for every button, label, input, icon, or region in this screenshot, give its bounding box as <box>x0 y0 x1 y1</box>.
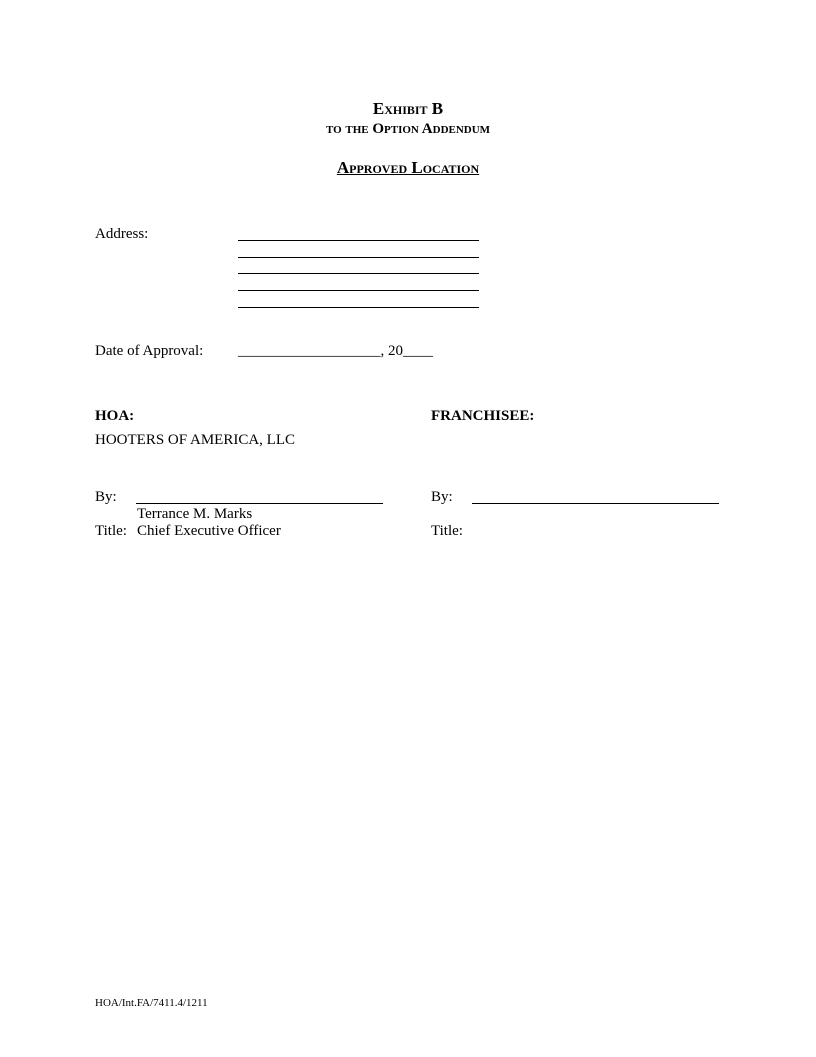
hoa-heading: HOA: <box>95 408 135 424</box>
hoa-signer-name: Terrance M. Marks <box>137 506 253 522</box>
hoa-company-name: HOOTERS OF AMERICA, LLC <box>95 432 296 448</box>
hoa-by-label: By: <box>95 489 117 505</box>
franchisee-by-label: By: <box>431 489 453 505</box>
franchisee-signature-line <box>472 503 719 504</box>
hoa-title-label: Title: <box>95 523 127 539</box>
address-line-2 <box>238 257 479 258</box>
hoa-signature-line <box>136 503 383 504</box>
address-line-5 <box>238 307 479 308</box>
approval-date-value: ___________________, 20____ <box>238 343 433 359</box>
approval-date-label: Date of Approval: <box>95 343 204 359</box>
address-line-3 <box>238 273 479 274</box>
address-label: Address: <box>95 226 149 242</box>
address-line-1 <box>238 240 479 241</box>
footer-doc-code: HOA/Int.FA/7411.4/1211 <box>95 997 208 1009</box>
section-title: Approved Location <box>336 158 480 177</box>
franchisee-title-label: Title: <box>431 523 463 539</box>
address-line-4 <box>238 290 479 291</box>
franchisee-heading: FRANCHISEE: <box>431 408 535 424</box>
exhibit-title: Exhibit B <box>372 99 444 118</box>
hoa-title-value: Chief Executive Officer <box>137 523 281 539</box>
exhibit-subtitle: to the Option Addendum <box>325 121 491 137</box>
